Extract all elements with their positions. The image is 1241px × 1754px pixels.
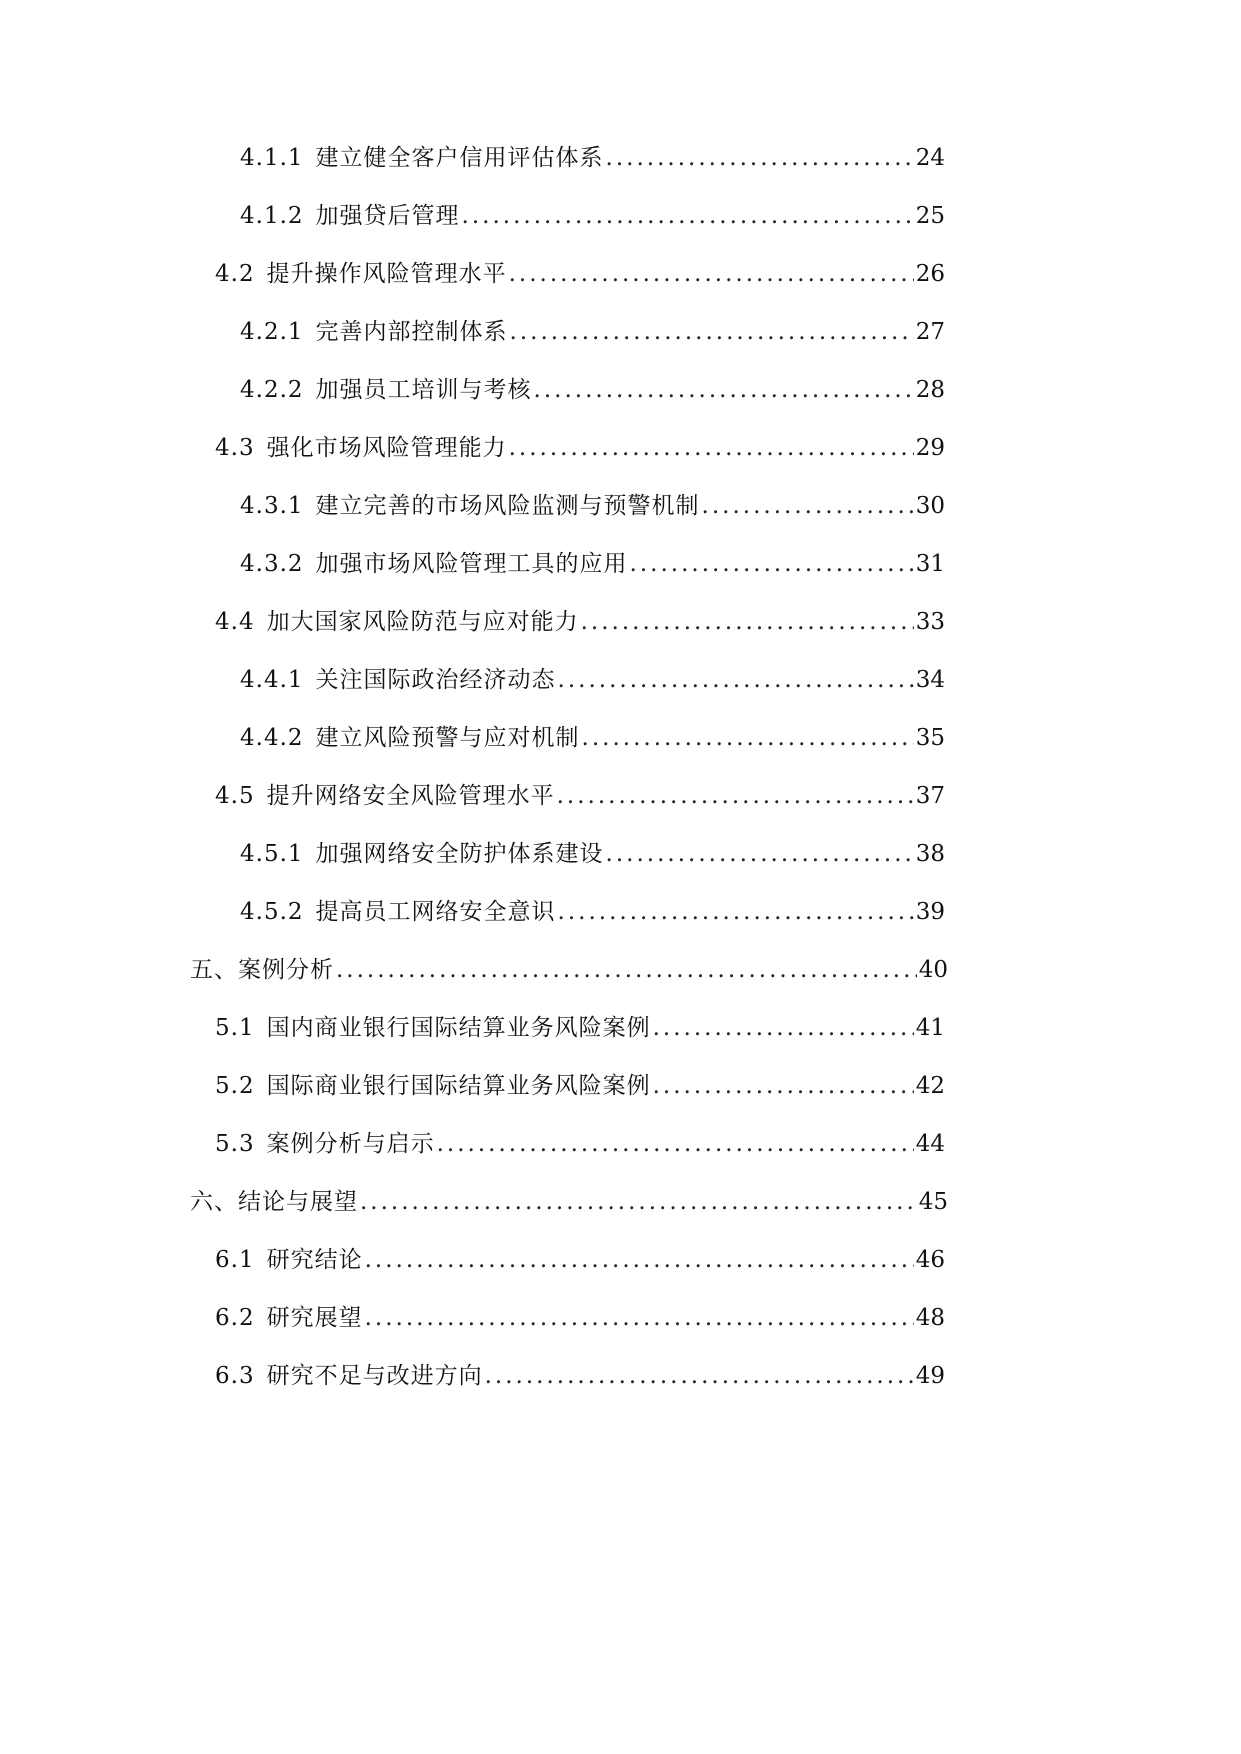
toc-entry-4-3-2[interactable] bbox=[240, 546, 945, 582]
toc-dot-leader bbox=[653, 1010, 914, 1046]
toc-entry-page: 39 bbox=[915, 899, 945, 925]
toc-entry-number: 4.5.2 bbox=[240, 899, 304, 925]
toc-entry-title: 完善内部控制体系 bbox=[315, 319, 508, 345]
toc-entry-4-4-2[interactable] bbox=[240, 720, 945, 756]
toc-entry-page: 37 bbox=[915, 783, 945, 809]
toc-entry-title: 建立风险预警与应对机制 bbox=[315, 725, 580, 751]
toc-entry-page: 30 bbox=[915, 493, 945, 519]
toc-dot-leader bbox=[606, 140, 914, 176]
toc-entry-5-3[interactable] bbox=[215, 1126, 945, 1162]
toc-entry-page: 40 bbox=[918, 957, 948, 983]
toc-entry-4-4-1[interactable] bbox=[240, 662, 945, 698]
toc-dot-leader bbox=[365, 1300, 914, 1336]
toc-entry-4-4[interactable] bbox=[215, 604, 945, 640]
toc-entry-title: 研究结论 bbox=[266, 1247, 363, 1273]
toc-entry-title: 案例分析与启示 bbox=[266, 1131, 435, 1157]
toc-dot-leader bbox=[558, 894, 914, 930]
toc-entry-number: 4.3.2 bbox=[240, 551, 304, 577]
toc-dot-leader bbox=[653, 1068, 914, 1104]
toc-entry-title: 加强网络安全防护体系建设 bbox=[315, 841, 604, 867]
toc-dot-leader bbox=[509, 256, 914, 292]
toc-entry-5-1[interactable] bbox=[215, 1010, 945, 1046]
toc-entry-number: 4.3 bbox=[215, 435, 255, 461]
toc-entry-title: 加大国家风险防范与应对能力 bbox=[266, 609, 579, 635]
toc-entry-number: 4.2.2 bbox=[240, 377, 304, 403]
toc-entry-page: 34 bbox=[915, 667, 945, 693]
toc-entry-title: 提升网络安全风险管理水平 bbox=[266, 783, 555, 809]
toc-entry-page: 46 bbox=[915, 1247, 945, 1273]
toc-entry-title: 加强贷后管理 bbox=[315, 203, 460, 229]
toc-entry-number: 4.4 bbox=[215, 609, 255, 635]
toc-entry-page: 48 bbox=[915, 1305, 945, 1331]
toc-entry-page: 44 bbox=[915, 1131, 945, 1157]
toc-entry-6-1[interactable] bbox=[215, 1242, 945, 1278]
toc-entry-title: 国际商业银行国际结算业务风险案例 bbox=[266, 1073, 651, 1099]
toc-entry-title: 国内商业银行国际结算业务风险案例 bbox=[266, 1015, 651, 1041]
toc-dot-leader bbox=[509, 430, 914, 466]
toc-entry-title: 五、案例分析 bbox=[190, 957, 334, 983]
toc-entry-page: 27 bbox=[915, 319, 945, 345]
toc-entry-page: 33 bbox=[915, 609, 945, 635]
toc-entry-4-3-1[interactable] bbox=[240, 488, 945, 524]
toc-entry-number: 4.1.2 bbox=[240, 203, 304, 229]
toc-entry-number: 5.2 bbox=[215, 1073, 255, 1099]
toc-entry-page: 29 bbox=[915, 435, 945, 461]
toc-entry-6-3[interactable] bbox=[215, 1358, 945, 1394]
toc-entry-title: 研究展望 bbox=[266, 1305, 363, 1331]
toc-entry-page: 45 bbox=[918, 1189, 948, 1215]
toc-entry-chapter-5[interactable] bbox=[190, 952, 948, 988]
toc-entry-page: 49 bbox=[915, 1363, 945, 1389]
toc-entry-title: 加强员工培训与考核 bbox=[315, 377, 532, 403]
toc-entry-number: 4.3.1 bbox=[240, 493, 304, 519]
toc-entry-title: 加强市场风险管理工具的应用 bbox=[315, 551, 628, 577]
toc-dot-leader bbox=[582, 720, 914, 756]
toc-entry-number: 5.3 bbox=[215, 1131, 255, 1157]
toc-entry-chapter-6[interactable] bbox=[190, 1184, 948, 1220]
toc-entry-number: 4.4.2 bbox=[240, 725, 304, 751]
toc-dot-leader bbox=[630, 546, 914, 582]
toc-dot-leader bbox=[462, 198, 914, 234]
toc-entry-4-5-1[interactable] bbox=[240, 836, 945, 872]
toc-entry-page: 24 bbox=[915, 145, 945, 171]
toc-dot-leader bbox=[534, 372, 914, 408]
toc-entry-number: 6.3 bbox=[215, 1363, 255, 1389]
toc-entry-number: 4.5.1 bbox=[240, 841, 304, 867]
toc-entry-page: 35 bbox=[915, 725, 945, 751]
toc-entry-number: 6.1 bbox=[215, 1247, 255, 1273]
toc-entry-page: 31 bbox=[915, 551, 945, 577]
toc-entry-number: 4.5 bbox=[215, 783, 255, 809]
toc-entry-title: 关注国际政治经济动态 bbox=[315, 667, 556, 693]
toc-dot-leader bbox=[437, 1126, 914, 1162]
toc-entry-title: 建立健全客户信用评估体系 bbox=[315, 145, 604, 171]
toc-entry-number: 4.2.1 bbox=[240, 319, 304, 345]
toc-entry-title: 提升操作风险管理水平 bbox=[266, 261, 507, 287]
toc-dot-leader bbox=[606, 836, 914, 872]
toc-entry-number: 6.2 bbox=[215, 1305, 255, 1331]
toc-entry-page: 42 bbox=[915, 1073, 945, 1099]
toc-entry-4-5-2[interactable] bbox=[240, 894, 945, 930]
toc-entry-5-2[interactable] bbox=[215, 1068, 945, 1104]
toc-entry-page: 38 bbox=[915, 841, 945, 867]
toc-entry-4-5[interactable] bbox=[215, 778, 945, 814]
toc-entry-title: 强化市场风险管理能力 bbox=[266, 435, 507, 461]
toc-entry-number: 4.4.1 bbox=[240, 667, 304, 693]
toc-entry-6-2[interactable] bbox=[215, 1300, 945, 1336]
toc-dot-leader bbox=[360, 1184, 917, 1220]
toc-dot-leader bbox=[336, 952, 917, 988]
toc-entry-4-1-1[interactable] bbox=[240, 140, 945, 176]
toc-entry-4-2-1[interactable] bbox=[240, 314, 945, 350]
toc-entry-number: 4.1.1 bbox=[240, 145, 304, 171]
toc-entry-title: 研究不足与改进方向 bbox=[266, 1363, 483, 1389]
toc-dot-leader bbox=[510, 314, 914, 350]
toc-entry-number: 5.1 bbox=[215, 1015, 255, 1041]
toc-entry-page: 41 bbox=[915, 1015, 945, 1041]
toc-entry-4-2[interactable] bbox=[215, 256, 945, 292]
toc-entry-page: 26 bbox=[915, 261, 945, 287]
toc-dot-leader bbox=[702, 488, 914, 524]
toc-entry-4-1-2[interactable] bbox=[240, 198, 945, 234]
toc-dot-leader bbox=[485, 1358, 914, 1394]
toc-entry-4-2-2[interactable] bbox=[240, 372, 945, 408]
toc-entry-page: 28 bbox=[915, 377, 945, 403]
toc-dot-leader bbox=[581, 604, 914, 640]
toc-dot-leader bbox=[557, 778, 914, 814]
toc-entry-title: 六、结论与展望 bbox=[190, 1189, 358, 1215]
toc-entry-page: 25 bbox=[915, 203, 945, 229]
toc-entry-number: 4.2 bbox=[215, 261, 255, 287]
toc-entry-title: 建立完善的市场风险监测与预警机制 bbox=[315, 493, 700, 519]
toc-dot-leader bbox=[558, 662, 914, 698]
toc-entry-4-3[interactable] bbox=[215, 430, 945, 466]
toc-dot-leader bbox=[365, 1242, 914, 1278]
toc-entry-title: 提高员工网络安全意识 bbox=[315, 899, 556, 925]
